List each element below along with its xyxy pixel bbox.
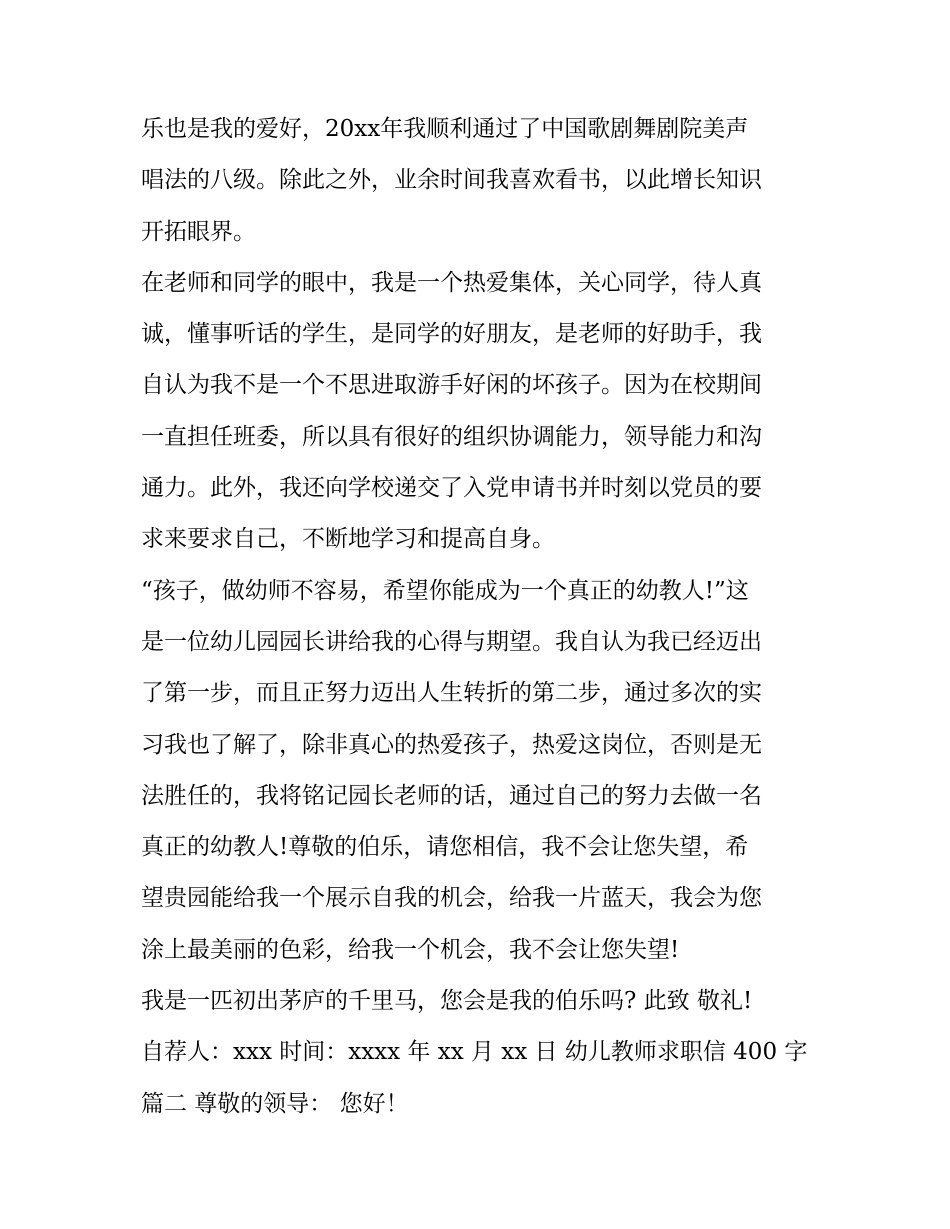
text-line: 唱法的八级。除此之外，业余时间我喜欢看书，以此增长知识 (141, 167, 762, 194)
body-text (141, 104, 821, 1130)
text-line: 是一位幼儿园园长讲给我的心得与期望。我自认为我已经迈出 (141, 628, 762, 655)
text-line: 了第一步，而且正努力迈出人生转折的第二步，通过多次的实 (141, 680, 762, 707)
text-line: 法胜任的，我将铭记园长老师的话，通过自己的努力去做一名 (141, 782, 762, 809)
text-line: 自荐人：xxx 时间：xxxx 年 xx 月 xx 日 幼儿教师求职信 400 字 (141, 1039, 808, 1066)
text-line: 开拓眼界。 (141, 218, 256, 245)
text-line: 涂上最美丽的色彩，给我一个机会，我不会让您失望! (141, 936, 680, 963)
text-line: 真正的幼教人!尊敬的伯乐，请您相信，我不会让您失望，希 (141, 834, 749, 861)
text-line: 望贵园能给我一个展示自我的机会，给我一片蓝天，我会为您 (141, 885, 762, 912)
text-line: 习我也了解了，除非真心的热爱孩子，热爱这岗位，否则是无 (141, 731, 762, 758)
text-line: 乐也是我的爱好，20xx年我顺利通过了中国歌剧舞剧院美声 (141, 116, 749, 142)
text-line: 诚，懂事听话的学生，是同学的好朋友，是老师的好助手，我 (141, 321, 762, 348)
text-line: 求来要求自己，不断地学习和提高自身。 (141, 526, 555, 553)
text-line: 一直担任班委，所以具有很好的组织协调能力，领导能力和沟 (141, 423, 762, 450)
text-line: “孩子，做幼师不容易，希望你能成为一个真正的幼教人!”这 (141, 577, 749, 604)
text-line: 自认为我不是一个不思进取游手好闲的坏孩子。因为在校期间 (141, 372, 762, 399)
text-line: 在老师和同学的眼中，我是一个热爱集体，关心同学，待人真 (141, 269, 762, 296)
text-line: 我是一匹初出茅庐的千里马，您会是我的伯乐吗? 此致 敬礼! (141, 988, 753, 1015)
text-line: 篇二 尊敬的领导： 您好！ (141, 1090, 409, 1117)
text-line: 通力。此外，我还向学校递交了入党申请书并时刻以党员的要 (141, 475, 762, 502)
